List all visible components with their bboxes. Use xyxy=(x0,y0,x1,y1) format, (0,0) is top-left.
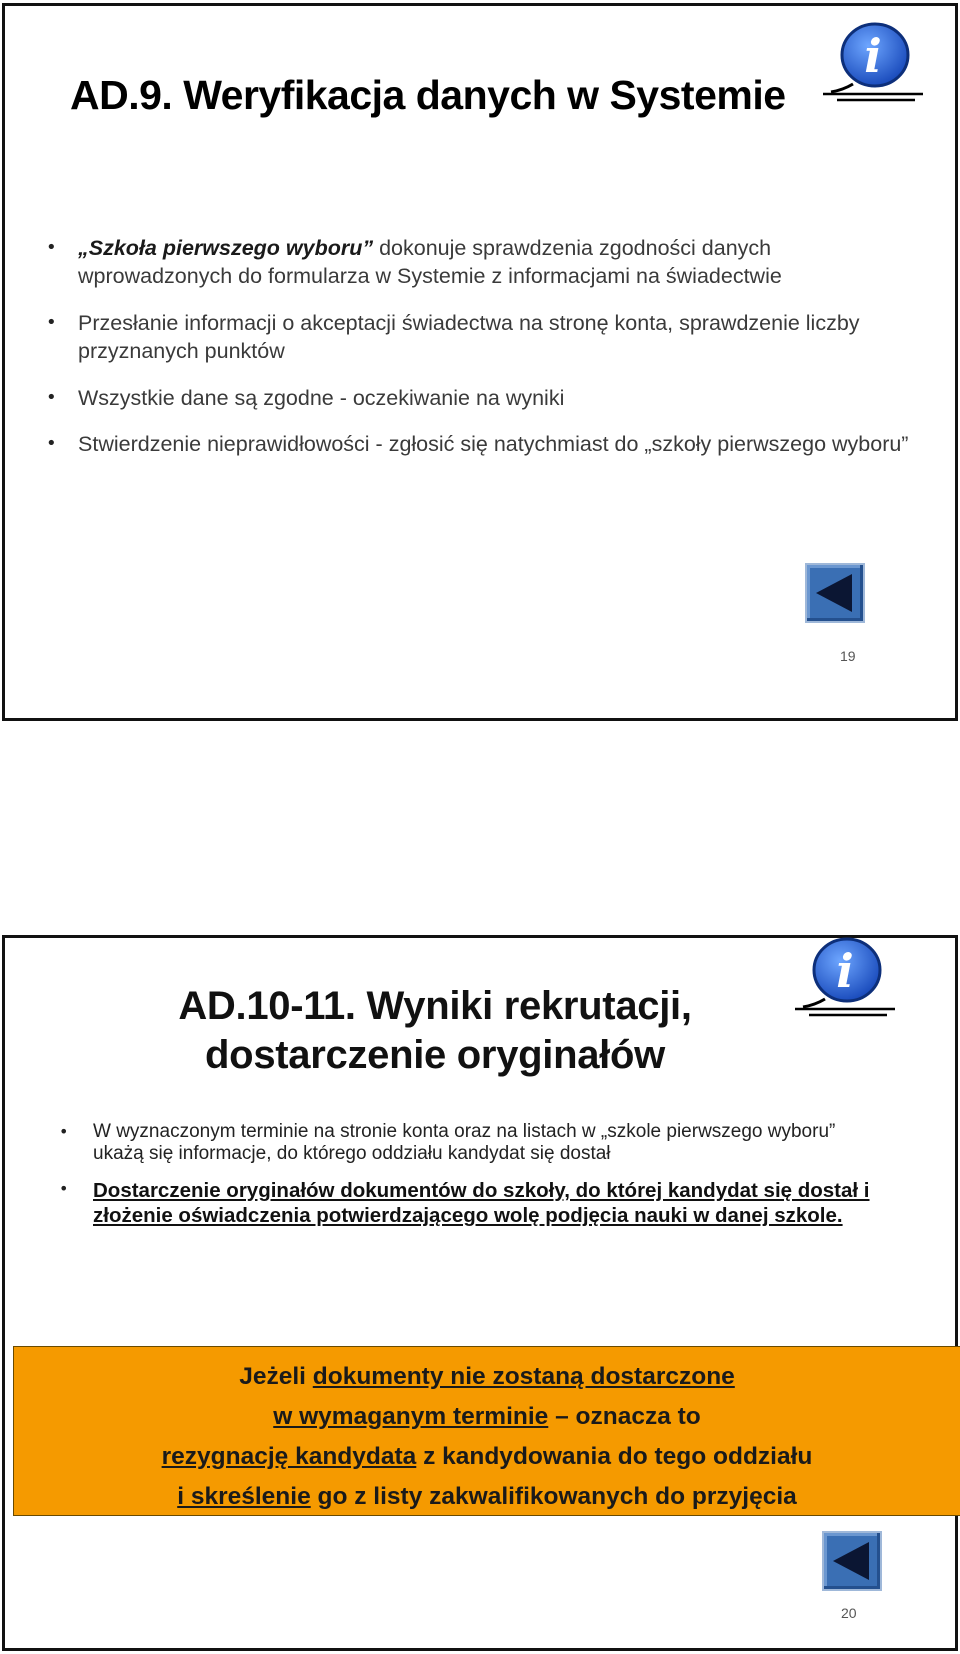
slide-20 xyxy=(2,935,958,1651)
notice-line: w wymaganym terminie – oznacza to xyxy=(273,1403,701,1430)
page-number: 20 xyxy=(841,1605,857,1621)
page-number: 19 xyxy=(840,648,856,664)
list-item: • W wyznaczonym terminie na stronie konta oraz na listach w „szkole pierwszego wyboru” ukażą się informacje, do którego oddziału kandydat się dostał xyxy=(93,1121,883,1165)
slide-19 xyxy=(2,3,958,721)
back-arrow-icon xyxy=(829,1538,875,1584)
svg-text:i: i xyxy=(836,944,854,998)
svg-text:i: i xyxy=(864,29,882,83)
back-arrow-icon xyxy=(812,570,858,616)
back-button[interactable] xyxy=(822,1531,882,1591)
bullet-list xyxy=(78,234,918,477)
list-item: • Wszystkie dane są zgodne - oczekiwanie na wyniki xyxy=(78,384,918,412)
notice-line: Jeżeli dokumenty nie zostaną dostarczone xyxy=(239,1363,735,1390)
slide-title: AD.10-11. Wyniki rekrutacji, dostarczenie oryginałów xyxy=(178,984,692,1077)
notice-box xyxy=(13,1346,960,1516)
list-item: • Stwierdzenie nieprawidłowości - zgłosić się natychmiast do „szkoły pierwszego wyboru” xyxy=(78,430,918,458)
notice-line: i skreślenie go z listy zakwalifikowanych do przyjęcia xyxy=(177,1483,797,1510)
list-item: • „Szkoła pierwszego wyboru” dokonuje sprawdzenia zgodności danych wprowadzonych do formularza w Systemie z informacjami na świadectwie xyxy=(78,234,918,290)
info-icon xyxy=(795,935,895,1021)
bullet-list xyxy=(93,1121,883,1241)
info-icon xyxy=(823,20,923,106)
slide-title: AD.9. Weryfikacja danych w Systemie xyxy=(70,72,786,118)
list-item: • Przesłanie informacji o akceptacji świadectwa na stronę konta, sprawdzenie liczby przyznanych punktów xyxy=(78,309,918,365)
back-button[interactable] xyxy=(805,563,865,623)
notice-line: rezygnację kandydata z kandydowania do tego oddziału xyxy=(161,1443,813,1470)
list-item: • Dostarczenie oryginałów dokumentów do szkoły, do której kandydat się dostał i złożenie oświadczenia potwierdzającego wolę podjęcia nauki w danej szkole. xyxy=(93,1178,883,1228)
